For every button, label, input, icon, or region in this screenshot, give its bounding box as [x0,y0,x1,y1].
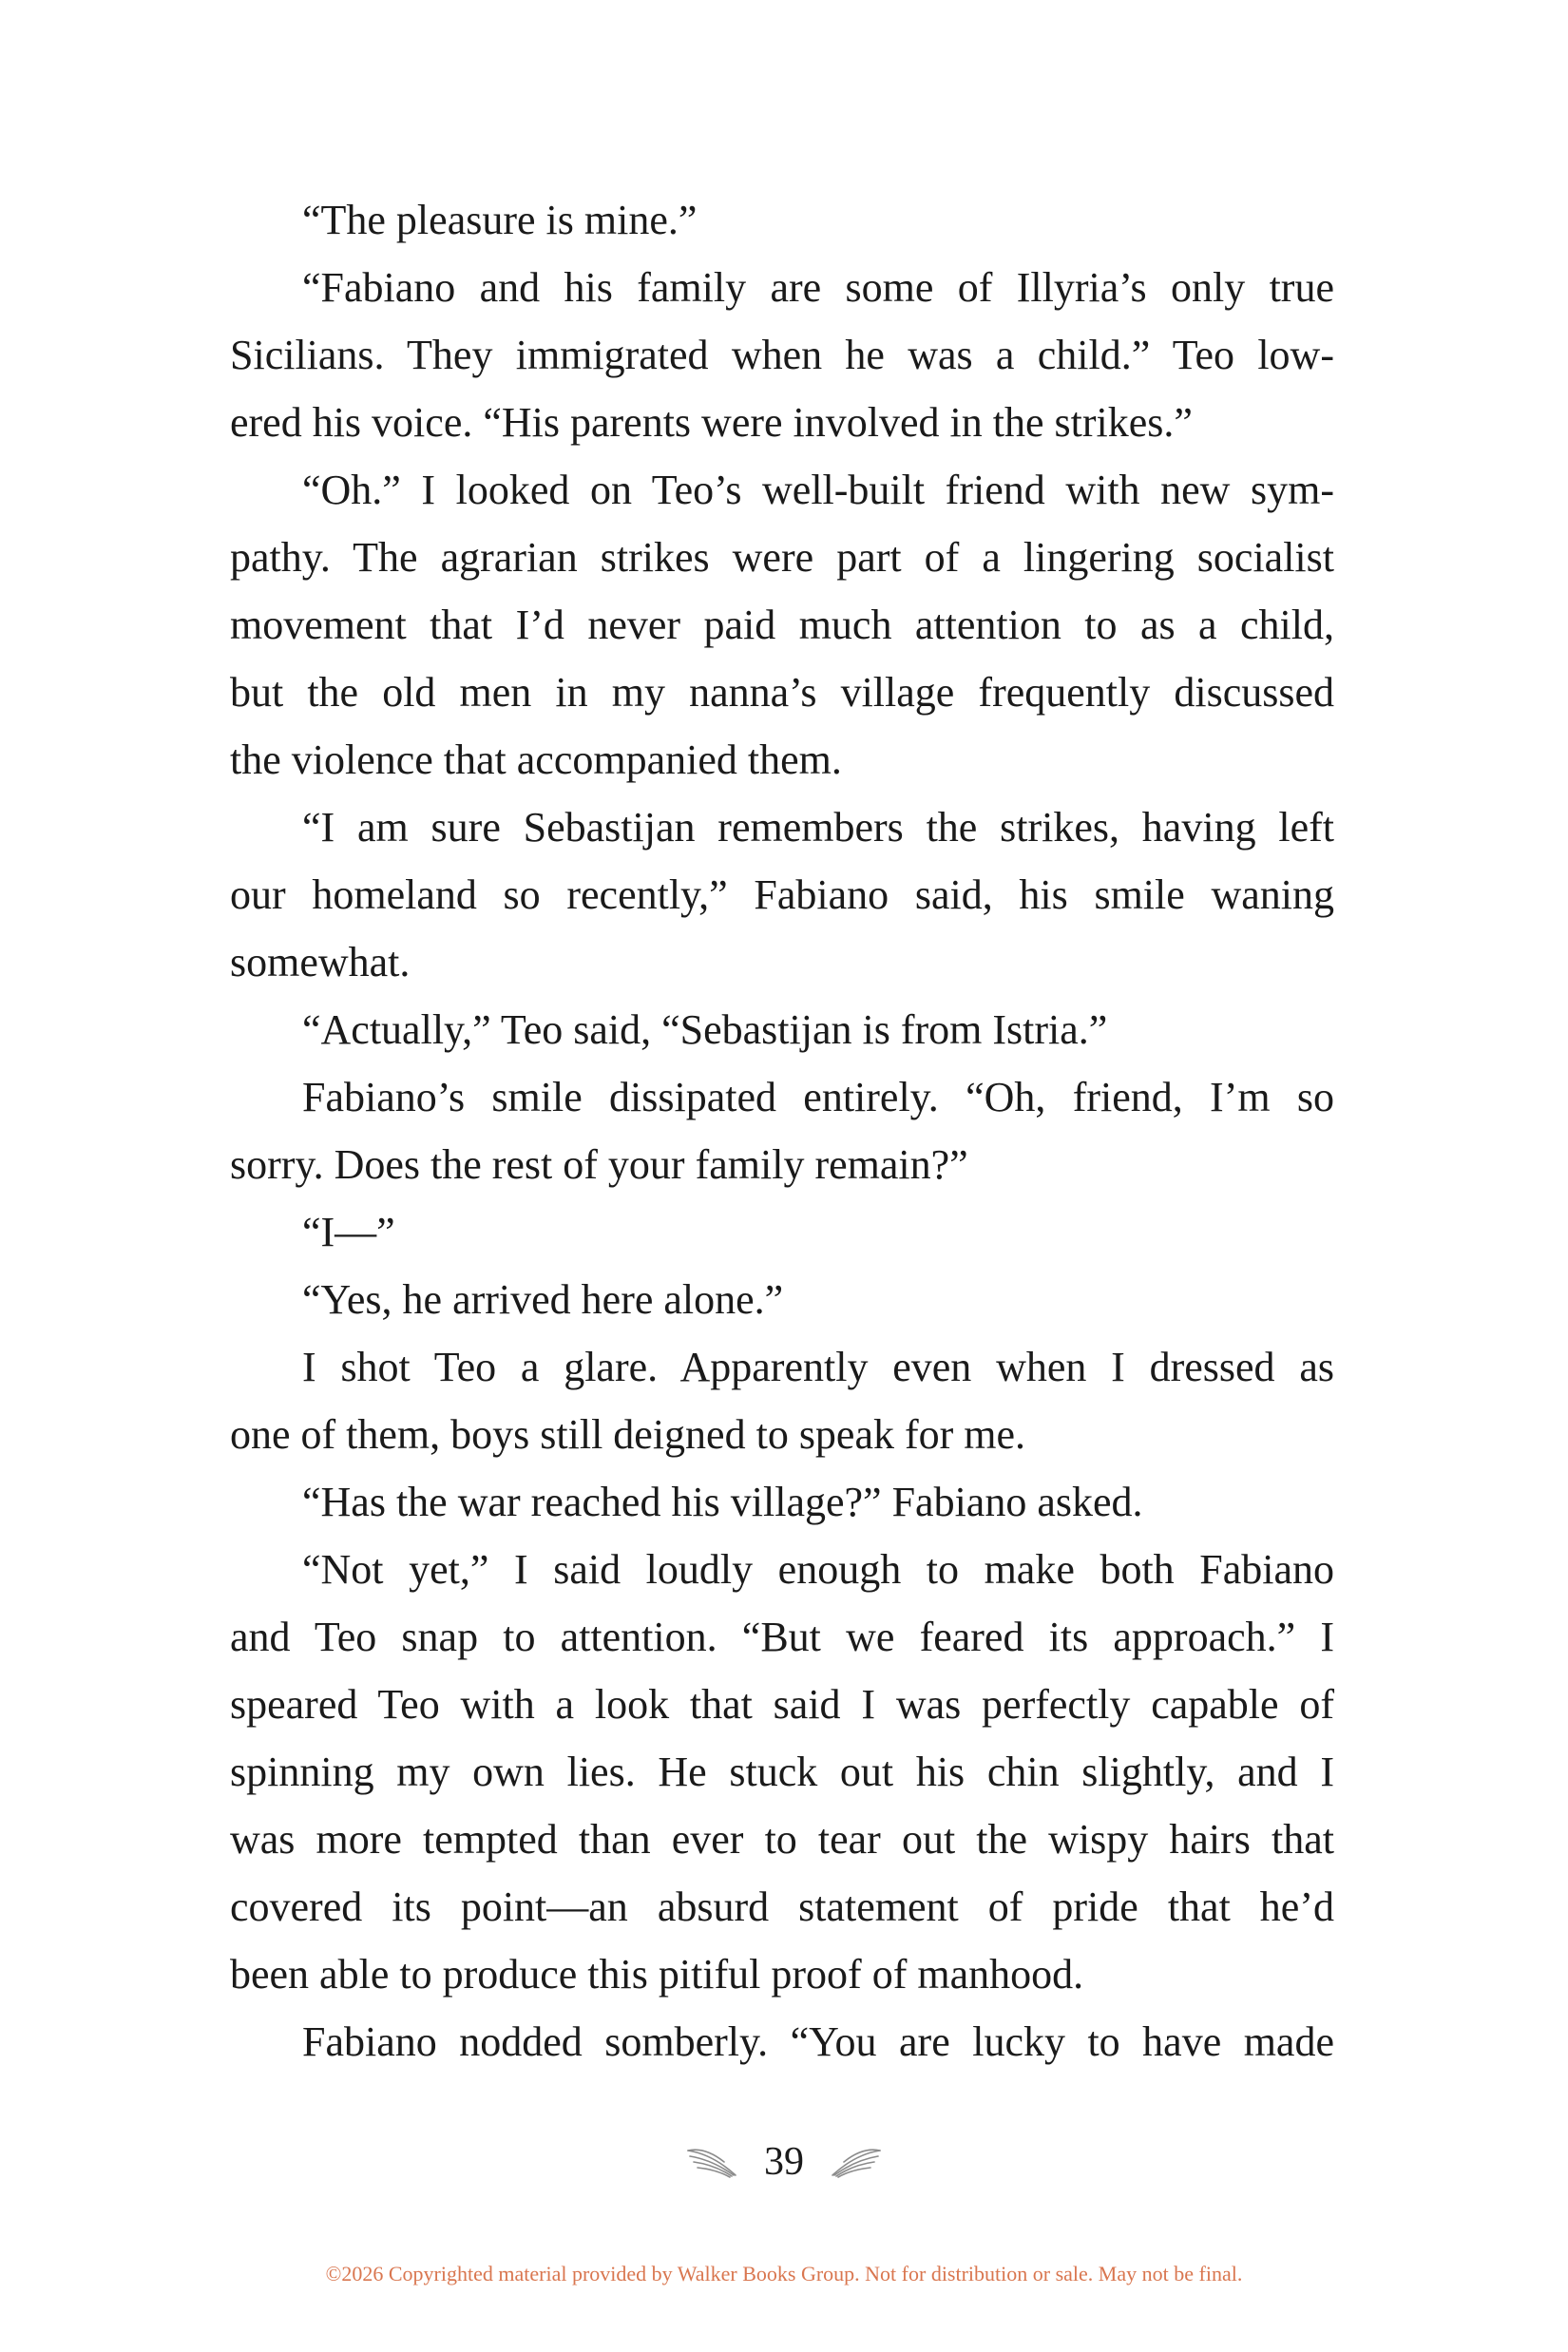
text-line: “Not yet,” I said loudly enough to make both Fabiano [302,1546,1334,1593]
text-line: “The pleasure is mine.” [302,197,698,243]
text-line: one of them, boys still deigned to speak for me. [230,1411,1026,1458]
page-number: 39 [764,2140,804,2184]
text-line: “Yes, he arrived here alone.” [302,1276,784,1323]
text-line: spinning my own lies. He stuck out his chin slightly, and I [230,1749,1334,1795]
text-line: our homeland so recently,” Fabiano said, his smile waning [230,871,1334,918]
wing-flourish-right-icon [831,2143,882,2181]
text-line: Fabiano’s smile dissipated entirely. “Oh, friend, I’m so [302,1074,1334,1120]
text-line: pathy. The agrarian strikes were part of a lingering socialist [230,534,1334,581]
text-line: “Actually,” Teo said, “Sebastijan is from Istria.” [302,1006,1108,1053]
text-line: been able to produce this pitiful proof of manhood. [230,1951,1084,1998]
text-line: “I am sure Sebastijan remembers the strikes, having left [302,804,1334,851]
wing-flourish-left-icon [686,2143,737,2181]
copyright-notice: ©2026 Copyrighted material provided by Walker Books Group. Not for distribution or sale. May not be final. [325,2262,1243,2285]
text-line: Fabiano nodded somberly. “You are lucky to have made [302,2018,1334,2065]
text-line: speared Teo with a look that said I was perfectly capable of [230,1681,1334,1728]
text-line: “Oh.” I looked on Teo’s well-built friend with new sym- [302,467,1334,513]
text-line: was more tempted than ever to tear out the wispy hairs that [230,1816,1334,1863]
text-line: somewhat. [230,939,411,985]
text-line: movement that I’d never paid much attention to as a child, [230,602,1334,648]
text-line: Sicilians. They immigrated when he was a child.” Teo low- [230,332,1334,378]
text-line: the violence that accompanied them. [230,736,842,783]
text-line: covered its point—an absurd statement of pride that he’d [230,1884,1334,1930]
text-line: but the old men in my nanna’s village frequently discussed [230,669,1334,716]
text-line: and Teo snap to attention. “But we feared its approach.” I [230,1614,1334,1660]
text-line: ered his voice. “His parents were involved in the strikes.” [230,399,1193,446]
text-line: sorry. Does the rest of your family remain?” [230,1141,968,1188]
text-line: “I—” [302,1209,395,1255]
page-body [230,186,1334,2075]
text-line: “Fabiano and his family are some of Illyria’s only true [302,264,1334,311]
text-line: I shot Teo a glare. Apparently even when I dressed as [302,1344,1334,1390]
text-line: “Has the war reached his village?” Fabiano asked. [302,1479,1143,1525]
page-footer [0,2133,1568,2190]
